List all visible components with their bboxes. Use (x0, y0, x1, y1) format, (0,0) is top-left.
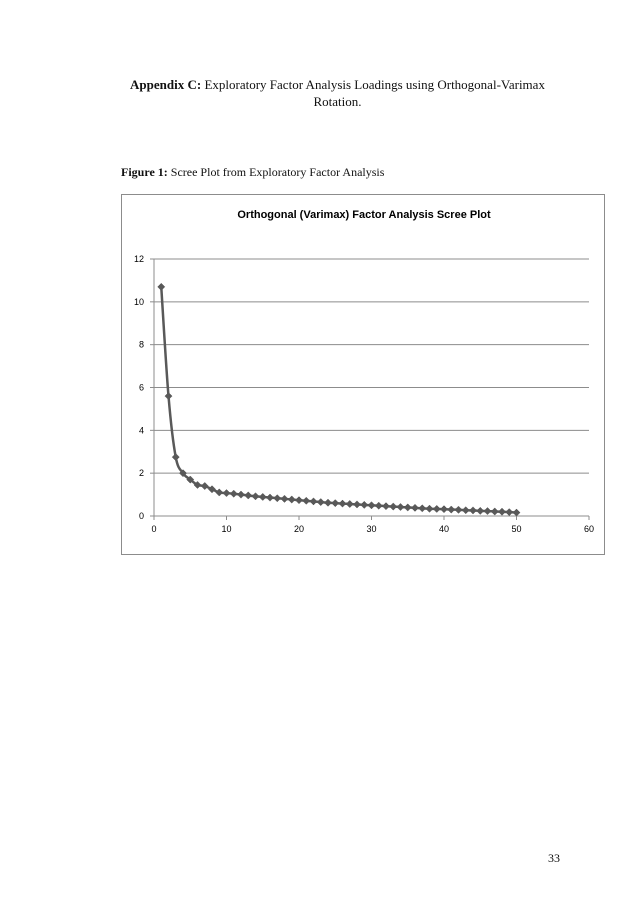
x-tick-label: 20 (293, 524, 305, 534)
data-point-marker (295, 497, 302, 504)
data-point-marker (353, 501, 360, 508)
x-tick-label: 30 (366, 524, 377, 534)
data-point-marker (274, 495, 281, 502)
data-point-marker (317, 498, 324, 505)
x-tick-label: 60 (583, 524, 595, 534)
figure-caption-text: Scree Plot from Exploratory Factor Analysis (170, 165, 385, 179)
data-point-marker (266, 494, 273, 501)
data-point-marker (172, 454, 179, 461)
data-point-marker (411, 504, 418, 511)
appendix-title-line1: Exploratory Factor Analysis Loadings using Orthogonal-Varimax (204, 77, 545, 92)
y-tick-label: 10 (133, 296, 144, 307)
data-point-marker (324, 499, 331, 506)
page-number: 33 (548, 851, 560, 865)
data-point-marker (513, 509, 520, 516)
data-point-marker (346, 500, 353, 507)
x-tick-label: 50 (511, 524, 522, 534)
x-tick-label: 0 (151, 524, 157, 534)
data-point-marker (404, 504, 411, 511)
data-point-marker (237, 491, 244, 498)
data-point-marker (303, 497, 310, 504)
data-point-marker (259, 493, 266, 500)
data-point-marker (281, 495, 288, 502)
y-tick-label: 2 (138, 468, 144, 479)
data-point-marker (426, 505, 433, 512)
data-point-marker (201, 482, 208, 489)
data-point-marker (310, 498, 317, 505)
data-point-marker (223, 489, 230, 496)
data-point-marker (339, 500, 346, 507)
data-point-marker (332, 500, 339, 507)
y-tick-label: 0 (138, 511, 144, 521)
data-point-marker (448, 506, 455, 513)
data-point-marker (390, 503, 397, 510)
data-point-marker (288, 496, 295, 503)
scree-plot (122, 195, 606, 556)
data-point-marker (455, 506, 462, 513)
y-tick-label: 12 (133, 254, 144, 264)
data-point-marker (462, 507, 469, 514)
y-tick-label: 8 (138, 339, 144, 350)
y-tick-label: 6 (138, 382, 144, 393)
appendix-label: Appendix C: (130, 77, 202, 92)
appendix-title-line2: Rotation. (313, 94, 362, 109)
appendix-heading (100, 76, 575, 110)
data-point-marker (498, 508, 505, 515)
data-point-marker (158, 283, 165, 290)
data-point-marker (368, 502, 375, 509)
data-point-marker (419, 505, 426, 512)
data-point-marker (252, 493, 259, 500)
data-point-marker (440, 506, 447, 513)
figure-label: Figure 1: (121, 165, 168, 179)
chart-area (121, 194, 605, 555)
data-point-marker (484, 507, 491, 514)
x-tick-label: 40 (438, 524, 450, 534)
data-point-marker (230, 490, 237, 497)
data-point-marker (469, 507, 476, 514)
data-point-marker (477, 507, 484, 514)
chart-title: Orthogonal (Varimax) Factor Analysis Scree Plot (237, 209, 491, 221)
data-point-marker (433, 505, 440, 512)
data-point-marker (382, 503, 389, 510)
data-point-marker (165, 392, 172, 399)
data-point-marker (216, 489, 223, 496)
data-point-marker (491, 508, 498, 515)
data-point-marker (245, 492, 252, 499)
x-tick-label: 10 (221, 524, 232, 534)
data-point-marker (397, 503, 404, 510)
data-point-marker (375, 502, 382, 509)
series-line (161, 287, 516, 513)
data-point-marker (506, 509, 513, 516)
y-tick-label: 4 (138, 425, 144, 436)
figure-caption (121, 165, 384, 180)
data-point-marker (361, 501, 368, 508)
